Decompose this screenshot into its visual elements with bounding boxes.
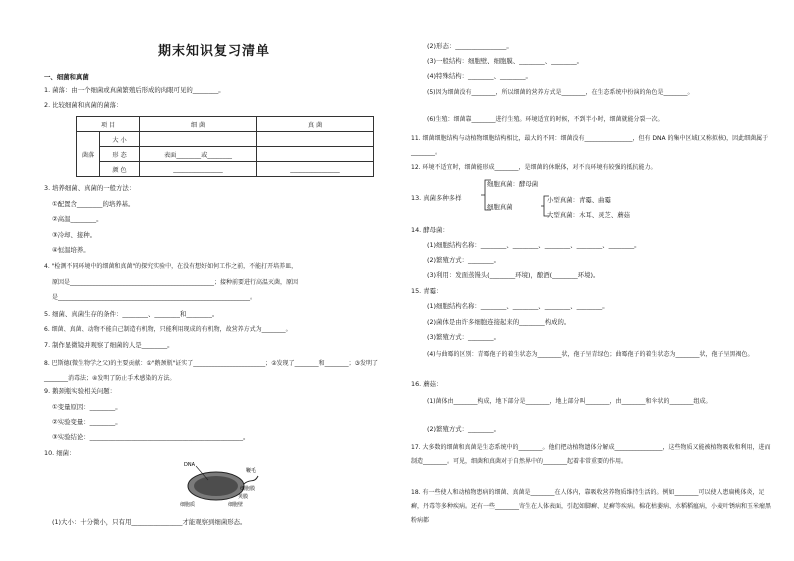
step-3: ③冷却、接种。 (52, 231, 97, 239)
table-cell: 形 态 (100, 147, 140, 162)
brace-icon (481, 178, 493, 212)
q16-item-1: (1)菌体由________构成，地下部分是________，地上部分叫________，由________和伞状的________组成。 (427, 398, 712, 405)
q15-item-3: (3)繁殖方式：________。 (427, 333, 500, 341)
table-header-cell: 真 菌 (257, 117, 374, 132)
question-1: 1. 菌落：由一个细菌或真菌繁殖后形成的肉眼可见的________。 (44, 86, 225, 94)
section-heading: 一、细菌和真菌 (44, 73, 89, 81)
table-row (77, 147, 374, 162)
table-header-cell: 项 目 (77, 117, 140, 132)
fungi-large: 大型真菌：木耳、灵芝、蘑菇 (547, 211, 631, 219)
q15-item-1: (1)细胞结构名称：________、________、________、________。 (427, 302, 609, 310)
fungi-unicellular: 细胞真菌：酵母菌 (487, 180, 539, 188)
question-2: 2. 比较细菌和真菌的菌落： (44, 101, 123, 109)
diagram-label-cytoplasm: 细胞质 (180, 502, 196, 508)
diagram-label-flagellum: 鞭毛 (246, 468, 257, 474)
table-cell (257, 132, 374, 147)
table-header-cell: 细 菌 (140, 117, 257, 132)
q14-item-2: (2)繁殖方式：________。 (427, 256, 500, 264)
q10-item-6: (6)生殖：细菌靠________进行生殖。环境适宜的时候，不到半小时，细菌就能分裂一次。 (427, 116, 664, 123)
fungi-small: 小型真菌：青霉、曲霉 (547, 196, 611, 204)
table-cell: ________________ (140, 162, 257, 177)
q14-item-3: (3)利用：发面蒸馒头(________环境)，酿酒(________环境)。 (427, 271, 600, 279)
fungi-multicellular: 细胞真菌 (487, 203, 513, 211)
q16-item-2: (2)繁殖方式：________。 (427, 425, 500, 433)
q9-item-2: ②实验变量：________。 (52, 418, 122, 426)
question-4-line2: 原因是________________________________________________；接种前要进行高温灭菌，原因 (52, 279, 299, 286)
table-cell: 表面________或________ (140, 147, 257, 162)
q10-item-1: (1)大小：十分微小，只有用________________才能观察到细菌形态。 (52, 518, 247, 526)
page-title: 期末知识复习清单 (158, 44, 271, 59)
q15-item-4: (4)与曲霉的区别：青霉孢子的着生状态为________状，孢子呈青绿色；曲霉孢子的着生状态为________状，孢子呈黑褐色。 (427, 351, 754, 358)
comparison-table (76, 116, 374, 177)
question-5: 5. 细菌、真菌生存的条件：________、________和________。 (44, 310, 219, 318)
q10-item-2: (2)形态：________________。 (427, 42, 513, 50)
q10-item-5: (5)因为细菌没有________，所以细菌的营养方式是________，在生态系统中扮演的角色是________。 (427, 89, 694, 96)
step-4: ④恒温培养。 (52, 246, 90, 254)
question-8: 8. 巴斯德(微生物学之父)的主要贡献：①"鹅颈瓶"证实了________________________；②发现了________和________；③发明了________消毒法；④发明了防止手术感染的方法。 (44, 360, 378, 382)
table-cell (257, 147, 374, 162)
question-14: 14. 酵母菌： (411, 226, 449, 234)
table-cell: 颜 色 (100, 162, 140, 177)
step-1: ①配置含________的培养基。 (52, 200, 135, 208)
question-10: 10. 细菌： (44, 449, 76, 457)
question-4: 4. "检测不同环境中的细菌和真菌"的探究实验中，在没有想好如何工作之前，不能打开培养皿， (44, 263, 298, 270)
question-3: 3. 培养细菌、真菌的一般方法： (44, 184, 136, 192)
table-cell (140, 132, 257, 147)
question-13: 13. 真菌多种多样 (411, 194, 462, 202)
diagram-label-membrane: 细胞膜 (240, 486, 256, 492)
table-row (77, 162, 374, 177)
question-15: 15. 青霉： (411, 287, 443, 295)
step-2: ②高温________。 (52, 215, 103, 223)
q9-item-1: ①变量原因：________。 (52, 403, 122, 411)
bacteria-diagram (178, 460, 262, 508)
diagram-label-cell-wall: 细胞壁 (228, 502, 244, 508)
question-11: 11. 细菌细胞结构与动植物细胞结构相比，最大的不同：细菌没有________________，但有 DNA 的集中区域(又称拟核)，因此细菌属于________。 (411, 135, 769, 156)
table-cell: 大 小 (100, 132, 140, 147)
question-4-line3: 是________________________________________________________________。 (52, 294, 257, 301)
table-header-row (77, 117, 374, 132)
q10-item-3: (3)一般结构：细胞壁、细胞膜、________、________。 (427, 57, 584, 65)
question-7: 7. 制作显微镜并观察了细菌的人是________。 (44, 341, 174, 349)
question-6: 6. 细菌、真菌、动物不能自己制造有机物，只能利用现成的有机物，故营养方式为________。 (44, 326, 292, 333)
q10-item-4: (4)特殊结构：________、________。 (427, 72, 532, 80)
question-16: 16. 蘑菇： (411, 380, 443, 388)
table-group-cell: 菌落 (77, 132, 100, 177)
question-9: 9. 鹅颈瓶实验相关问题： (44, 387, 117, 395)
diagram-label-capsule: 荚膜 (238, 494, 249, 500)
brace-icon-small (541, 194, 551, 218)
diagram-label-dna: DNA (184, 462, 196, 468)
question-12: 12. 环境不适宜时，细菌能形成________，是细菌的休眠体，对不良环境有较强的抵抗能力。 (411, 164, 657, 171)
question-17: 17. 大多数的细菌和真菌是生态系统中的________。他们把动植物遗体分解成________________，这些物质又能被植物吸收和利用，进而制造________。可见，细菌和真菌对于自然界中的________起着非常重要的作用。 (411, 444, 771, 465)
question-18: 18. 有一些使人和动植物患病的细菌、真菌是________在人体内，靠吸收营养物质维持生活的。例如________可以使人患扁桃体炎，足癣，丹毒等多种疾病。还有一些________寄生在人体表面，引起如脚癣、足癣等疾病。棉花枯萎病、水稻稻瘟病，小麦叶锈病和玉米瘤黑粉病都 (411, 489, 772, 524)
q15-item-2: (2)菌体是由许多细胞连接起来的________构成的。 (427, 318, 571, 326)
q14-item-1: (1)细胞结构名称：________、________、________、________、________。 (427, 241, 641, 249)
q9-item-3: ③实验结论：________________________________________________。 (52, 433, 250, 441)
table-cell: ________________ (257, 162, 374, 177)
table-row (77, 132, 374, 147)
